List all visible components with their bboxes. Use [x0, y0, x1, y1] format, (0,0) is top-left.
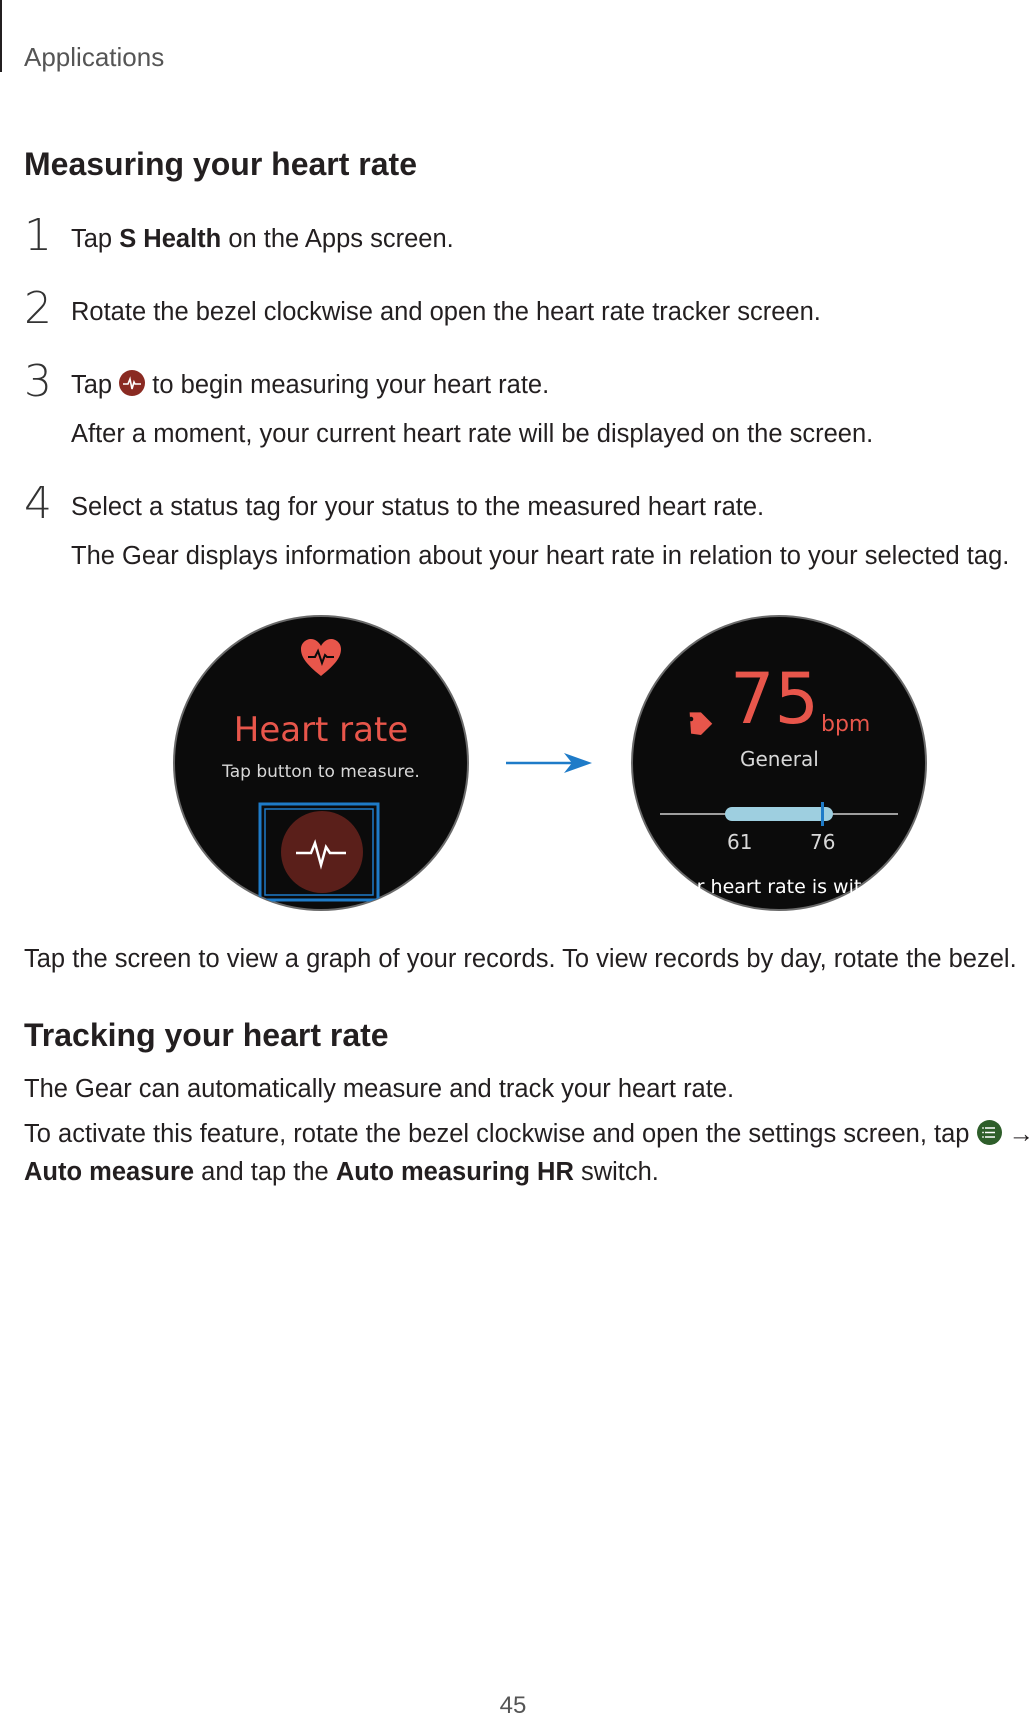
heart-rate-value: 75 — [730, 658, 820, 740]
step-number: 4 — [24, 478, 52, 529]
step-2-text: Rotate the bezel clockwise and open the heart rate tracker screen. — [71, 298, 821, 326]
step-4-note: The Gear displays information about your heart rate in relation to your selected tag. — [71, 542, 1010, 570]
section-title-tracking: Tracking your heart rate — [24, 1017, 389, 1053]
heart-icon — [300, 638, 342, 678]
arrow-icon — [506, 750, 592, 776]
tag-icon — [682, 710, 710, 736]
page-number: 45 — [499, 1692, 527, 1719]
step-1-text: Tap S Health on the Apps screen. — [71, 225, 454, 253]
heart-rate-measure-icon — [119, 370, 145, 396]
auto-measuring-hr-label: Auto measuring HR — [335, 1158, 574, 1186]
range-high: 76 — [810, 830, 836, 854]
watch-footer-text: r heart rate is wit — [696, 876, 862, 898]
range-bar — [725, 807, 833, 821]
watch-subtitle: Tap button to measure. — [222, 762, 420, 782]
step-3-note: After a moment, your current heart rate will be displayed on the screen. — [71, 420, 874, 448]
step-number: 1 — [24, 210, 52, 261]
measure-button[interactable] — [280, 810, 364, 894]
s-health-label: S Health — [119, 225, 222, 253]
section-title-measuring: Measuring your heart rate — [24, 146, 417, 182]
tracking-paragraph-1: The Gear can automatically measure and track your heart rate. — [24, 1075, 735, 1103]
step-3-text: Tap to begin measuring your heart rate. — [71, 371, 550, 399]
tracking-paragraph-2-line-1: To activate this feature, rotate the bezel clockwise and open the settings screen, tap → — [24, 1120, 1034, 1148]
auto-measure-label: Auto measure — [24, 1158, 195, 1186]
step-number: 3 — [24, 356, 52, 407]
heart-rate-unit: bpm — [821, 712, 871, 737]
tracking-paragraph-2-line-2: Auto measure and tap the Auto measuring HR switch. — [24, 1158, 659, 1186]
header-rule — [0, 0, 2, 72]
range-low: 61 — [727, 830, 753, 854]
section-header: Applications — [24, 42, 165, 72]
watch-title: Heart rate — [233, 710, 409, 750]
watch-screen-heart-rate — [172, 614, 470, 912]
status-tag[interactable]: General — [740, 747, 819, 771]
step-number: 2 — [24, 283, 52, 334]
range-marker — [821, 802, 824, 826]
after-image-text: Tap the screen to view a graph of your records. To view records by day, rotate the bezel. — [24, 945, 1017, 973]
step-4-text: Select a status tag for your status to the measured heart rate. — [71, 493, 765, 521]
settings-menu-icon — [977, 1120, 1002, 1145]
watch-screen-result — [630, 614, 928, 912]
